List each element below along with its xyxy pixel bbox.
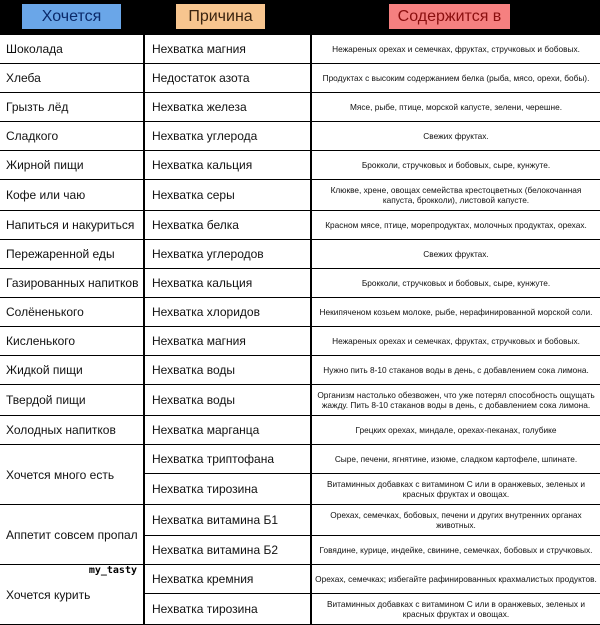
want-cell: Солёненького — [0, 298, 143, 326]
cravings-table — [0, 34, 600, 625]
table-row — [0, 151, 600, 179]
reason-cell: Нехватка кальция — [143, 151, 310, 179]
want-cell: Хочется много есть — [0, 445, 143, 504]
source-cell: Красном мясе, птице, морепродуктах, молочных продуктах, орехах. — [310, 211, 600, 239]
reason-cell: Нехватка витамина Б2 — [143, 536, 310, 564]
source-cell: Продуктах с высоким содержанием белка (рыба, мясо, орехи, бобы). — [310, 64, 600, 92]
source-cell: Брокколи, стручковых и бобовых, сыре, кунжуте. — [310, 269, 600, 297]
reason-cell: Недостаток азота — [143, 64, 310, 92]
table-row — [0, 269, 600, 297]
want-cell: Шоколада — [0, 35, 143, 63]
reason-cell: Нехватка магния — [143, 35, 310, 63]
want-cell: Напиться и накуриться — [0, 211, 143, 239]
reason-cell: Нехватка воды — [143, 356, 310, 384]
table-row — [0, 356, 600, 384]
reason-cell: Нехватка углерода — [143, 122, 310, 150]
want-cell: Хлеба — [0, 64, 143, 92]
want-cell: Сладкого — [0, 122, 143, 150]
header-want: Хочется — [22, 4, 121, 29]
source-cell: Некипяченом козьем молоке, рыбе, нерафинированной морской соли. — [310, 298, 600, 326]
source-cell: Говядине, курице, индейке, свинине, семечках, бобовых и стручковых. — [310, 536, 600, 564]
table-row — [0, 35, 600, 63]
table-row — [0, 180, 600, 210]
want-cell-label: Хочется курить — [6, 587, 91, 602]
table-row — [0, 122, 600, 150]
want-cell: Кисленького — [0, 327, 143, 355]
reason-cell: Нехватка белка — [143, 211, 310, 239]
table-row — [0, 240, 600, 268]
reason-cell: Нехватка тирозина — [143, 474, 310, 504]
table-row — [0, 565, 600, 593]
source-cell: Орехах, семечках, бобовых, печени и других внутренних органах животных. — [310, 505, 600, 535]
reason-cell: Нехватка кальция — [143, 269, 310, 297]
table-row — [0, 416, 600, 444]
want-cell: Кофе или чаю — [0, 180, 143, 210]
want-cell: Аппетит совсем пропал — [0, 505, 143, 564]
table-row — [0, 445, 600, 473]
reason-cell: Нехватка триптофана — [143, 445, 310, 473]
source-cell: Витаминных добавках с витамином С или в оранжевых, зеленых и красных фруктах и овощах. — [310, 474, 600, 504]
reason-cell: Нехватка кремния — [143, 565, 310, 593]
table-row — [0, 505, 600, 535]
source-cell: Нежареных орехах и семечках, фруктах, стручковых и бобовых. — [310, 35, 600, 63]
watermark-logo: my_tasty — [88, 565, 137, 576]
want-cell: Газированных напитков — [0, 269, 143, 297]
want-cell: Холодных напитков — [0, 416, 143, 444]
reason-cell: Нехватка углеродов — [143, 240, 310, 268]
want-cell: Жидкой пищи — [0, 356, 143, 384]
reason-cell: Нехватка железа — [143, 93, 310, 121]
source-cell: Сыре, печени, ягнятине, изюме, сладком картофеле, шпинате. — [310, 445, 600, 473]
want-cell — [0, 565, 143, 624]
header-contained: Содержится в — [389, 4, 510, 29]
reason-cell: Нехватка серы — [143, 180, 310, 210]
source-cell: Мясе, рыбе, птице, морской капусте, зелени, черешне. — [310, 93, 600, 121]
table-row — [0, 298, 600, 326]
reason-cell: Нехватка магния — [143, 327, 310, 355]
source-cell: Орехах, семечках; избегайте рафинированных крахмалистых продуктов. — [310, 565, 600, 593]
source-cell: Грецких орехах, миндале, орехах-пеканах, голубике — [310, 416, 600, 444]
source-cell: Нежареных орехах и семечках, фруктах, стручковых и бобовых. — [310, 327, 600, 355]
want-cell: Грызть лёд — [0, 93, 143, 121]
reason-cell: Нехватка тирозина — [143, 594, 310, 624]
reason-cell: Нехватка витамина Б1 — [143, 505, 310, 535]
table-row — [0, 327, 600, 355]
source-cell: Брокколи, стручковых и бобовых, сыре, кунжуте. — [310, 151, 600, 179]
table-row — [0, 385, 600, 415]
header-reason: Причина — [176, 4, 265, 29]
reason-cell: Нехватка воды — [143, 385, 310, 415]
table-row — [0, 211, 600, 239]
table-row — [0, 64, 600, 92]
source-cell: Витаминных добавках с витамином С или в оранжевых, зеленых и красных фруктах и овощах. — [310, 594, 600, 624]
reason-cell: Нехватка марганца — [143, 416, 310, 444]
source-cell: Организм настолько обезвожен, что уже потерял способность ощущать жажду. Пить 8-10 стаканов воды в день, с добавлением сока лимона. — [310, 385, 600, 415]
want-cell: Пережаренной еды — [0, 240, 143, 268]
reason-cell: Нехватка хлоридов — [143, 298, 310, 326]
source-cell: Свежих фруктах. — [310, 240, 600, 268]
want-cell: Твердой пищи — [0, 385, 143, 415]
source-cell: Нужно пить 8-10 стаканов воды в день, с добавлением сока лимона. — [310, 356, 600, 384]
source-cell: Клюкве, хрене, овощах семейства крестоцветных (белокочанная капуста, брокколи), листовой капусте. — [310, 180, 600, 210]
table-row — [0, 93, 600, 121]
source-cell: Свежих фруктах. — [310, 122, 600, 150]
want-cell: Жирной пищи — [0, 151, 143, 179]
